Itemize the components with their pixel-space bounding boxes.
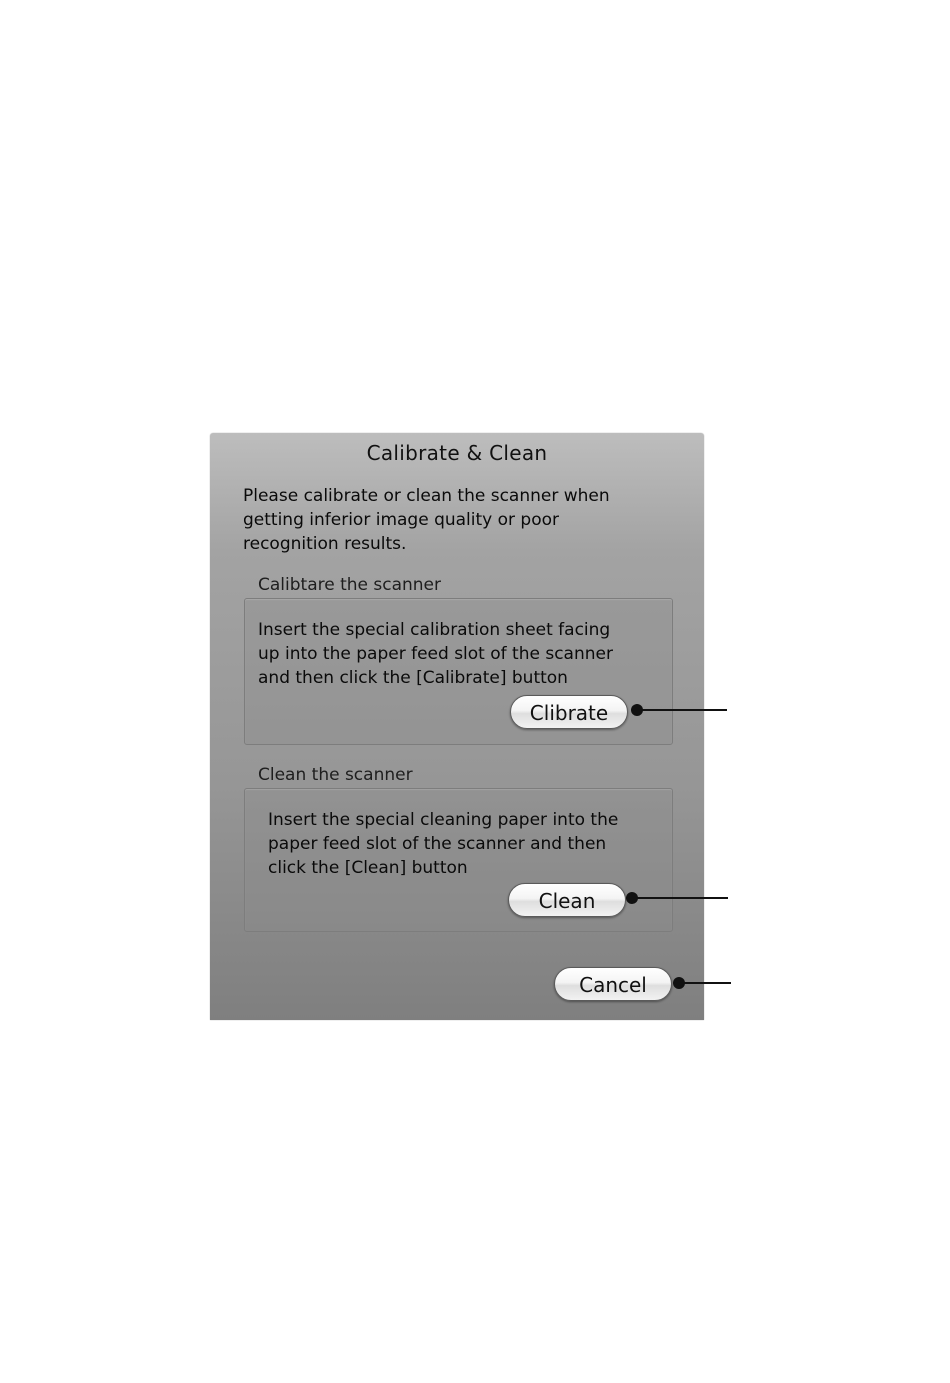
calibrate-instructions: Insert the special calibration sheet facing up into the paper feed slot of the scanner and then click the [Calibrate] button (258, 620, 613, 688)
clean-group-label: Clean the scanner (258, 765, 413, 785)
calibrate-group-label: Calibtare the scanner (258, 575, 442, 595)
calibrate-clean-dialog (210, 433, 704, 1020)
calibrate-button[interactable]: Clibrate (510, 695, 628, 729)
clean-instructions: Insert the special cleaning paper into the paper feed slot of the scanner and then click the [Clean] button (268, 810, 619, 878)
clean-button[interactable]: Clean (508, 883, 626, 917)
callout-line-cancel (679, 982, 731, 984)
dialog-title: Calibrate & Clean (366, 441, 548, 465)
intro-text: Please calibrate or clean the scanner when getting inferior image quality or poor recognition results. (243, 486, 610, 554)
cancel-button[interactable]: Cancel (554, 967, 672, 1001)
callout-line-clean (632, 897, 728, 899)
callout-line-calibrate (637, 709, 727, 711)
